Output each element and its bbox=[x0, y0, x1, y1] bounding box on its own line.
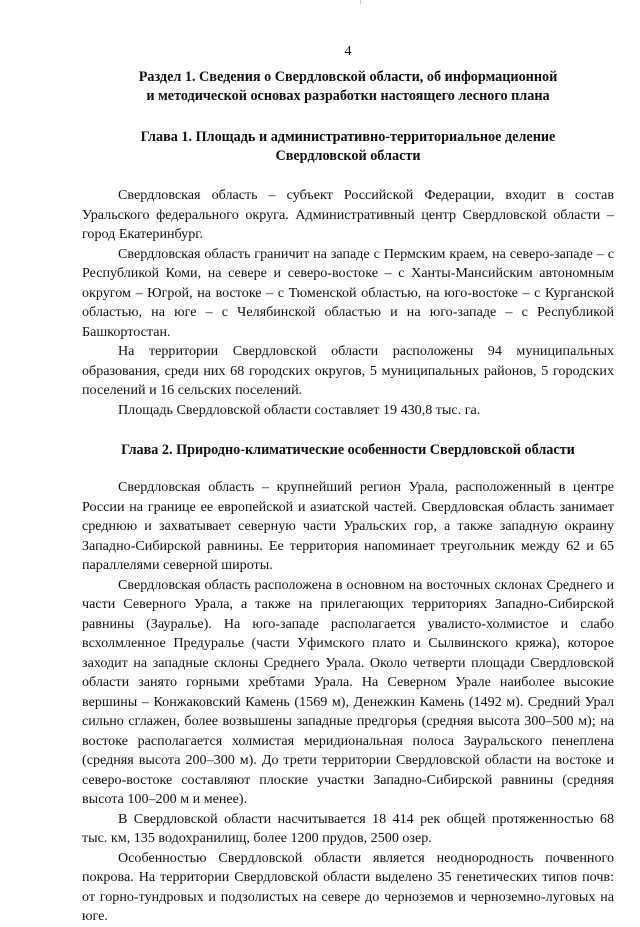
page-number: 4 bbox=[344, 44, 352, 59]
chapter-1-paragraph-4: Площадь Свердловской области составляет 19 430,8 тыс. га. bbox=[118, 401, 481, 418]
chapter-2-paragraph-4: Особенностью Свердловской области является неоднородность почвенного покрова. На территории Свердловской области выделено 35 генетических типов почв: от горно-тундровых и подзолистых на севере до черноземов и черноземно-луговых на юге. bbox=[82, 849, 614, 924]
scan-mark bbox=[360, 0, 361, 4]
section-title bbox=[82, 68, 614, 106]
document-page bbox=[82, 44, 614, 927]
section-title-line-1: Раздел 1. Сведения о Свердловской области, об информационной bbox=[138, 69, 558, 85]
chapter-2-title bbox=[82, 441, 614, 460]
chapter-2-paragraph-3: В Свердловской области насчитывается 18 414 рек общей протяженностью 68 тыс. км, 135 водохранилищ, более 1200 прудов, 2500 озер. bbox=[82, 810, 614, 846]
chapter-2-paragraph-2: Свердловская область расположена в основном на восточных склонах Среднего и части Северного Урала, а также на прилегающих территориях Западно-Сибирской равнины (Зауралье). На юго-западе располагается увалисто-холмистое и слабо всхолмленное Предуралье (части Уфимского плато и Сылвинского кряжа), которое заходит на западные склоны Среднего Урала. Около четверти площади Свердловской области занято горными хребтами Урала. На Северном Урале наиболее высокие вершины – Конжаковский Камень (1569 м), Денежкин Камень (1492 м). Средний Урал сильно сглажен, более возвышены западные предгорья (средняя высота 300–500 м); на востоке располагается холмистая меридиональная полоса Зауральского пенеплена (средняя высота 200–300 м). До трети территории Свердловской области на востоке и северо-востоке составляют плоские участки Западно-Сибирской равнины (средняя высота 100–200 м и менее). bbox=[82, 576, 614, 807]
section-title-line-2: и методической основах разработки настоящего лесного плана bbox=[146, 88, 550, 104]
chapter-2-paragraph-1: Свердловская область – крупнейший регион Урала, расположенный в центре России на границе ее европейской и азиатской частей. Свердловская область занимает среднюю и захватывает северную части Уральских гор, а также западную окраину Западно-Сибирской равнины. Ее территория напоминает треугольник между 62 и 65 параллелями северной широты. bbox=[82, 479, 614, 573]
chapter-1-title-line-2: Свердловской области bbox=[275, 148, 421, 164]
chapter-1-title bbox=[82, 128, 614, 166]
chapter-1-title-line-1: Глава 1. Площадь и административно-территориальное деление bbox=[140, 129, 556, 145]
chapter-1-paragraph-1: Свердловская область – субъект Российской Федерации, входит в состав Уральского федерального округа. Административный центр Свердловской области – город Екатеринбург. bbox=[82, 187, 614, 242]
chapter-1-paragraph-2: Свердловская область граничит на западе с Пермским краем, на северо-западе – с Республикой Коми, на севере и северо-востоке – с Ханты-Мансийским автономным округом – Югрой, на востоке – с Тюменской областью, на юго-востоке – с Курганской областью, на юге – с Челябинской областью и на юго-западе – с Республикой Башкортостан. bbox=[82, 245, 614, 340]
chapter-1-paragraph-3: На территории Свердловской области расположены 94 муниципальных образования, среди них 68 городских округов, 5 муниципальных районов, 5 городских поселений и 16 сельских поселений. bbox=[82, 343, 614, 398]
chapter-2-title-line-1: Глава 2. Природно-климатические особенности Свердловской области bbox=[121, 442, 575, 458]
